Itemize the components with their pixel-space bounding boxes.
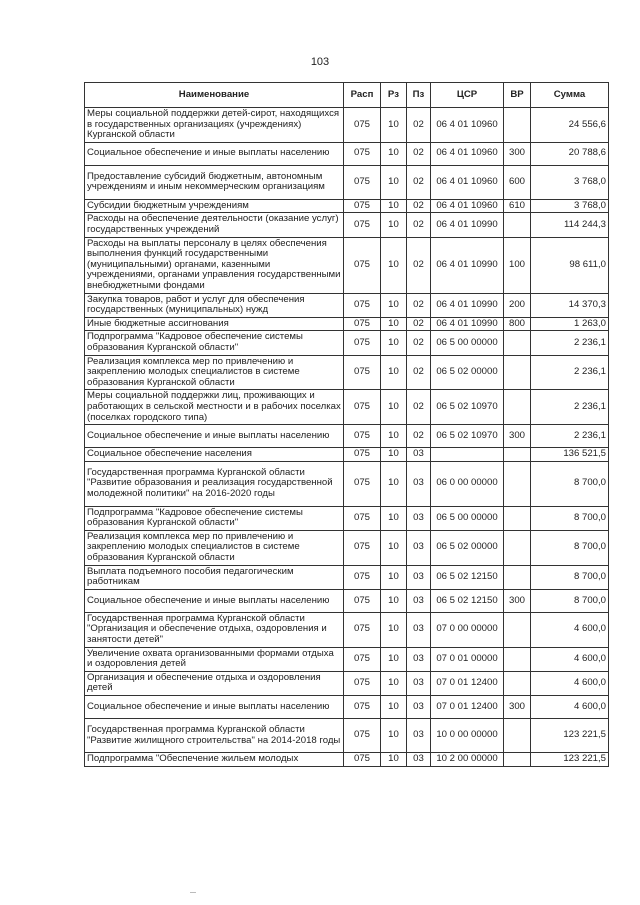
header-name: Наименование [85,83,344,108]
header-sum: Сумма [531,83,609,108]
row-sum: 14 370,3 [531,293,609,317]
row-pz: 02 [407,142,431,165]
row-csr: 06 5 02 10970 [431,390,504,425]
row-rasp: 075 [344,530,381,565]
row-vr [504,448,531,462]
row-vr: 300 [504,425,531,448]
row-csr: 06 0 00 00000 [431,461,504,506]
table-row [85,448,609,462]
row-csr: 06 4 01 10960 [431,199,504,213]
row-rasp: 075 [344,237,381,293]
row-csr: 07 0 01 12400 [431,671,504,695]
row-rz: 10 [381,355,407,390]
row-sum: 4 600,0 [531,647,609,671]
row-rasp: 075 [344,331,381,355]
row-pz: 02 [407,108,431,143]
row-vr [504,108,531,143]
row-csr: 06 5 02 10970 [431,425,504,448]
row-pz: 02 [407,390,431,425]
row-name: Меры социальной поддержки детей-сирот, находящихся в государственных организациях (учреждениях) Курганской области [85,108,344,143]
row-csr: 10 2 00 00000 [431,753,504,767]
row-csr: 06 4 01 10990 [431,213,504,237]
table-row [85,355,609,390]
row-name: Государственная программа Курганской области "Организация и обеспечение отдыха, оздоровления и занятости детей" [85,612,344,647]
row-csr: 10 0 00 00000 [431,719,504,753]
table-row [85,199,609,213]
row-csr: 06 5 02 00000 [431,355,504,390]
table-row [85,213,609,237]
row-csr: 06 5 02 12150 [431,565,504,589]
row-csr: 06 4 01 10960 [431,108,504,143]
row-name: Социальное обеспечение населения [85,448,344,462]
row-name: Расходы на выплаты персоналу в целях обеспечения выполнения функций государственными (муниципальными) органами, казенными учреждениями, органами управления государственными внебюджетными фондами [85,237,344,293]
row-rasp: 075 [344,506,381,530]
row-rz: 10 [381,237,407,293]
row-name: Государственная программа Курганской области "Развитие жилищного строительства" на 2014-2018 годы [85,719,344,753]
row-vr [504,213,531,237]
row-sum: 2 236,1 [531,355,609,390]
row-vr: 200 [504,293,531,317]
row-vr [504,461,531,506]
row-rasp: 075 [344,355,381,390]
table-row [85,108,609,143]
row-rz: 10 [381,589,407,612]
header-rz: Рз [381,83,407,108]
row-rasp: 075 [344,317,381,331]
table-row [85,612,609,647]
budget-table [84,82,609,767]
row-vr [504,719,531,753]
row-pz: 03 [407,612,431,647]
row-sum: 8 700,0 [531,461,609,506]
row-name: Выплата подъемного пособия педагогическим работникам [85,565,344,589]
row-name: Социальное обеспечение и иные выплаты населению [85,425,344,448]
row-rasp: 075 [344,696,381,719]
row-csr: 06 5 02 12150 [431,589,504,612]
row-name: Организация и обеспечение отдыха и оздоровления детей [85,671,344,695]
row-pz: 03 [407,647,431,671]
row-rasp: 075 [344,565,381,589]
row-pz: 03 [407,565,431,589]
row-csr: 06 5 00 00000 [431,506,504,530]
row-vr [504,530,531,565]
row-sum: 4 600,0 [531,696,609,719]
row-sum: 136 521,5 [531,448,609,462]
row-pz: 03 [407,719,431,753]
row-pz: 02 [407,425,431,448]
row-rz: 10 [381,425,407,448]
row-rasp: 075 [344,108,381,143]
row-sum: 114 244,3 [531,213,609,237]
table-row [85,530,609,565]
row-vr: 300 [504,696,531,719]
row-vr: 300 [504,589,531,612]
row-rasp: 075 [344,612,381,647]
row-rz: 10 [381,448,407,462]
row-rasp: 075 [344,753,381,767]
row-sum: 123 221,5 [531,719,609,753]
row-pz: 02 [407,293,431,317]
row-csr: 06 4 01 10990 [431,293,504,317]
row-name: Субсидии бюджетным учреждениям [85,199,344,213]
row-vr [504,506,531,530]
row-name: Предоставление субсидий бюджетным, автономным учреждениям и иным некоммерческим организациям [85,165,344,199]
row-pz: 03 [407,671,431,695]
row-csr: 06 4 01 10960 [431,142,504,165]
row-name: Подпрограмма "Кадровое обеспечение системы образования Курганской области" [85,331,344,355]
row-name: Расходы на обеспечение деятельности (оказание услуг) государственных учреждений [85,213,344,237]
row-rasp: 075 [344,165,381,199]
row-csr: 06 5 00 00000 [431,331,504,355]
row-pz: 03 [407,461,431,506]
row-rz: 10 [381,719,407,753]
table-row [85,565,609,589]
row-rz: 10 [381,165,407,199]
row-pz: 02 [407,355,431,390]
row-rz: 10 [381,108,407,143]
row-name: Реализация комплекса мер по привлечению и закреплению молодых специалистов в системе образования Курганской области [85,355,344,390]
row-name: Подпрограмма "Кадровое обеспечение системы образования Курганской области" [85,506,344,530]
row-vr: 100 [504,237,531,293]
row-vr [504,647,531,671]
row-rasp: 075 [344,293,381,317]
row-sum: 8 700,0 [531,565,609,589]
row-vr: 300 [504,142,531,165]
scan-mark [190,892,196,893]
table-row [85,142,609,165]
row-name: Иные бюджетные ассигнования [85,317,344,331]
row-sum: 2 236,1 [531,425,609,448]
row-sum: 2 236,1 [531,390,609,425]
row-sum: 24 556,6 [531,108,609,143]
row-name: Государственная программа Курганской области "Развитие образования и реализация государственной молодежной политики" на 2016-2020 годы [85,461,344,506]
row-csr: 06 4 01 10990 [431,317,504,331]
header-pz: Пз [407,83,431,108]
table-row [85,506,609,530]
row-rz: 10 [381,199,407,213]
row-name: Подпрограмма "Обеспечение жильем молодых [85,753,344,767]
row-pz: 03 [407,753,431,767]
row-pz: 02 [407,331,431,355]
table-row [85,317,609,331]
row-vr: 600 [504,165,531,199]
row-rz: 10 [381,142,407,165]
row-name: Увеличение охвата организованными формами отдыха и оздоровления детей [85,647,344,671]
header-csr: ЦСР [431,83,504,108]
row-csr: 06 4 01 10960 [431,165,504,199]
row-vr [504,390,531,425]
row-pz: 02 [407,237,431,293]
row-rasp: 075 [344,589,381,612]
row-pz: 03 [407,448,431,462]
row-pz: 02 [407,165,431,199]
row-vr: 800 [504,317,531,331]
row-rz: 10 [381,565,407,589]
row-rasp: 075 [344,461,381,506]
row-sum: 8 700,0 [531,506,609,530]
table-row [85,671,609,695]
row-rz: 10 [381,461,407,506]
row-vr [504,565,531,589]
row-csr: 07 0 00 00000 [431,612,504,647]
row-rz: 10 [381,293,407,317]
row-rasp: 075 [344,425,381,448]
row-rz: 10 [381,213,407,237]
row-rz: 10 [381,647,407,671]
row-pz: 02 [407,199,431,213]
row-rz: 10 [381,390,407,425]
row-csr: 07 0 01 00000 [431,647,504,671]
row-pz: 02 [407,317,431,331]
row-name: Закупка товаров, работ и услуг для обеспечения государственных (муниципальных) нужд [85,293,344,317]
header-vr: ВР [504,83,531,108]
row-sum: 4 600,0 [531,612,609,647]
row-name: Социальное обеспечение и иные выплаты населению [85,696,344,719]
table-row [85,647,609,671]
table-row [85,589,609,612]
header-rasp: Расп [344,83,381,108]
row-pz: 03 [407,530,431,565]
row-pz: 03 [407,506,431,530]
header-row [85,83,609,108]
row-rasp: 075 [344,213,381,237]
row-sum: 8 700,0 [531,589,609,612]
page-number: 103 [310,56,330,68]
row-rasp: 075 [344,671,381,695]
row-rz: 10 [381,671,407,695]
row-rasp: 075 [344,390,381,425]
row-sum: 4 600,0 [531,671,609,695]
row-sum: 98 611,0 [531,237,609,293]
row-csr: 07 0 01 12400 [431,696,504,719]
row-sum: 3 768,0 [531,199,609,213]
row-vr [504,612,531,647]
row-rasp: 075 [344,647,381,671]
row-name: Реализация комплекса мер по привлечению и закреплению молодых специалистов в системе образования Курганской области [85,530,344,565]
table-row [85,390,609,425]
row-vr [504,331,531,355]
row-rz: 10 [381,753,407,767]
row-pz: 02 [407,213,431,237]
row-pz: 03 [407,589,431,612]
row-rz: 10 [381,331,407,355]
row-name: Социальное обеспечение и иные выплаты населению [85,589,344,612]
table-row [85,461,609,506]
row-rasp: 075 [344,142,381,165]
row-vr: 610 [504,199,531,213]
row-vr [504,753,531,767]
row-rz: 10 [381,530,407,565]
row-sum: 123 221,5 [531,753,609,767]
row-sum: 8 700,0 [531,530,609,565]
row-name: Меры социальной поддержки лиц, проживающих и работающих в сельской местности и в рабочих поселках (поселках городского типа) [85,390,344,425]
row-rz: 10 [381,506,407,530]
row-pz: 03 [407,696,431,719]
row-rz: 10 [381,696,407,719]
row-vr [504,671,531,695]
row-vr [504,355,531,390]
table-row [85,165,609,199]
row-name: Социальное обеспечение и иные выплаты населению [85,142,344,165]
row-rasp: 075 [344,719,381,753]
table-row [85,719,609,753]
table-row [85,696,609,719]
row-rz: 10 [381,612,407,647]
row-rz: 10 [381,317,407,331]
table-row [85,237,609,293]
row-rasp: 075 [344,448,381,462]
row-csr: 06 5 02 00000 [431,530,504,565]
table-row [85,331,609,355]
row-csr [431,448,504,462]
row-sum: 20 788,6 [531,142,609,165]
row-sum: 1 263,0 [531,317,609,331]
row-rasp: 075 [344,199,381,213]
table-row [85,425,609,448]
row-sum: 2 236,1 [531,331,609,355]
table-row [85,293,609,317]
row-csr: 06 4 01 10990 [431,237,504,293]
table-row [85,753,609,767]
row-sum: 3 768,0 [531,165,609,199]
